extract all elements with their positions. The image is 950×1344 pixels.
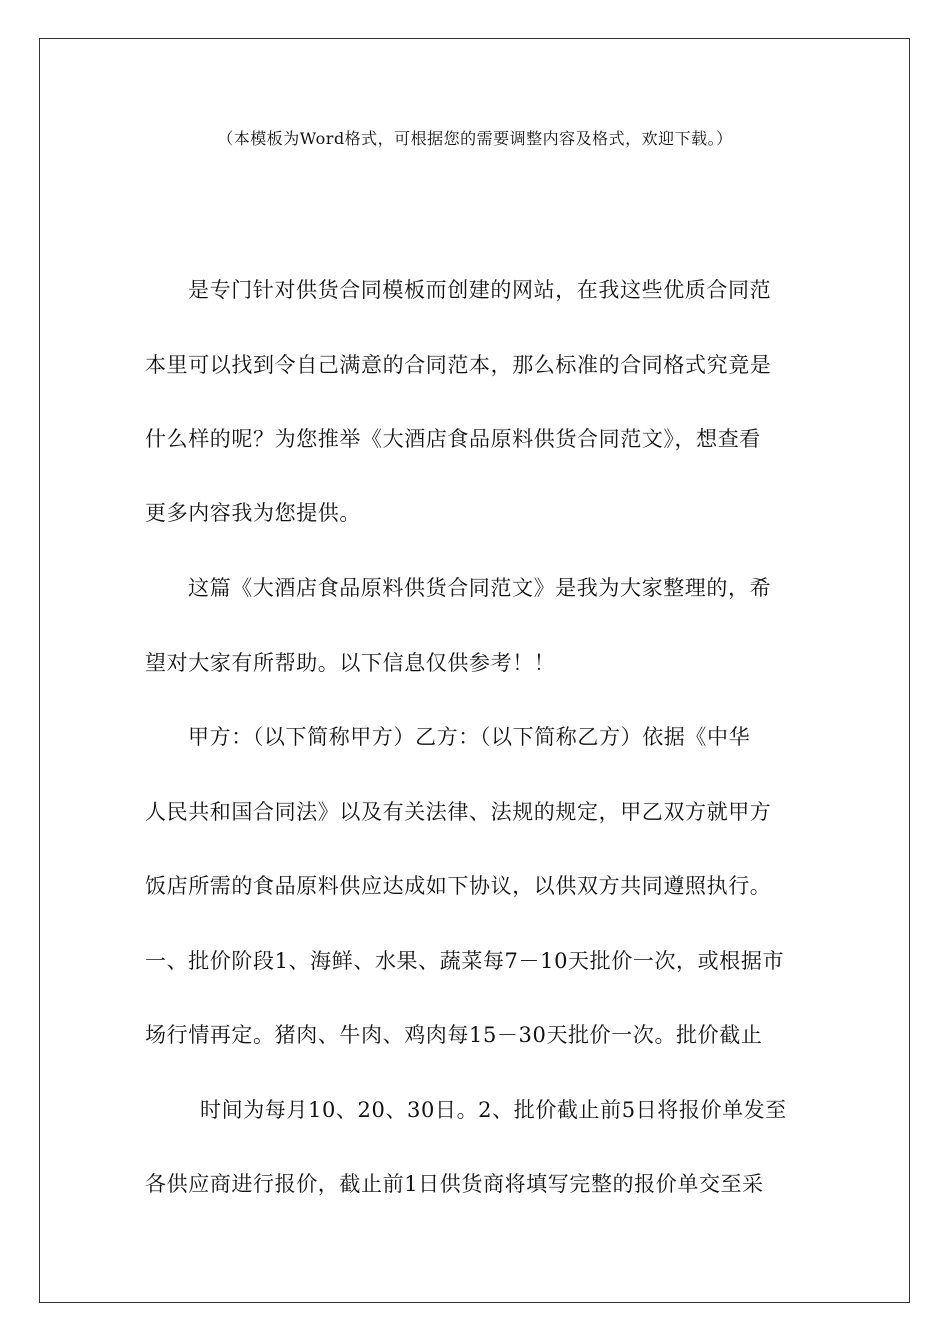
body-line-13: 各供应商进行报价，截止前1日供货商将填写完整的报价单交至采 [145,1172,764,1196]
body-line-9: 饭店所需的食品原料供应达成如下协议，以供双方共同遵照执行。 [145,874,772,898]
body-line-6: 望对大家有所帮助。以下信息仅供参考！！ [145,651,556,675]
body-line-7: 甲方：（以下简称甲方）乙方：（以下简称乙方）依据《中华 [188,725,751,749]
body-line-1: 是专门针对供货合同模板而创建的网站，在我这些优质合同范 [188,278,772,302]
body-line-8: 人民共和国合同法》以及有关法律、法规的规定，甲乙双方就甲方 [145,800,772,824]
body-line-12: 时间为每月10、20、30日。2、批价截止前5日将报价单发至 [200,1098,787,1122]
body-line-5: 这篇《大酒店食品原料供货合同范文》是我为大家整理的，希 [188,576,772,600]
body-line-4: 更多内容我为您提供。 [145,501,361,525]
body-line-11: 场行情再定。猪肉、牛肉、鸡肉每15－30天批价一次。批价截止 [145,1023,763,1047]
body-line-2: 本里可以找到令自己满意的合同范本，那么标准的合同格式究竟是 [145,353,772,377]
body-line-10: 一、批价阶段1、海鲜、水果、蔬菜每7－10天批价一次，或根据市 [145,949,785,973]
body-line-3: 什么样的呢？为您推举《大酒店食品原料供货合同范文》，想查看 [145,427,761,451]
template-note: （本模板为Word格式，可根据您的需要调整内容及格式，欢迎下载。） [217,129,733,148]
